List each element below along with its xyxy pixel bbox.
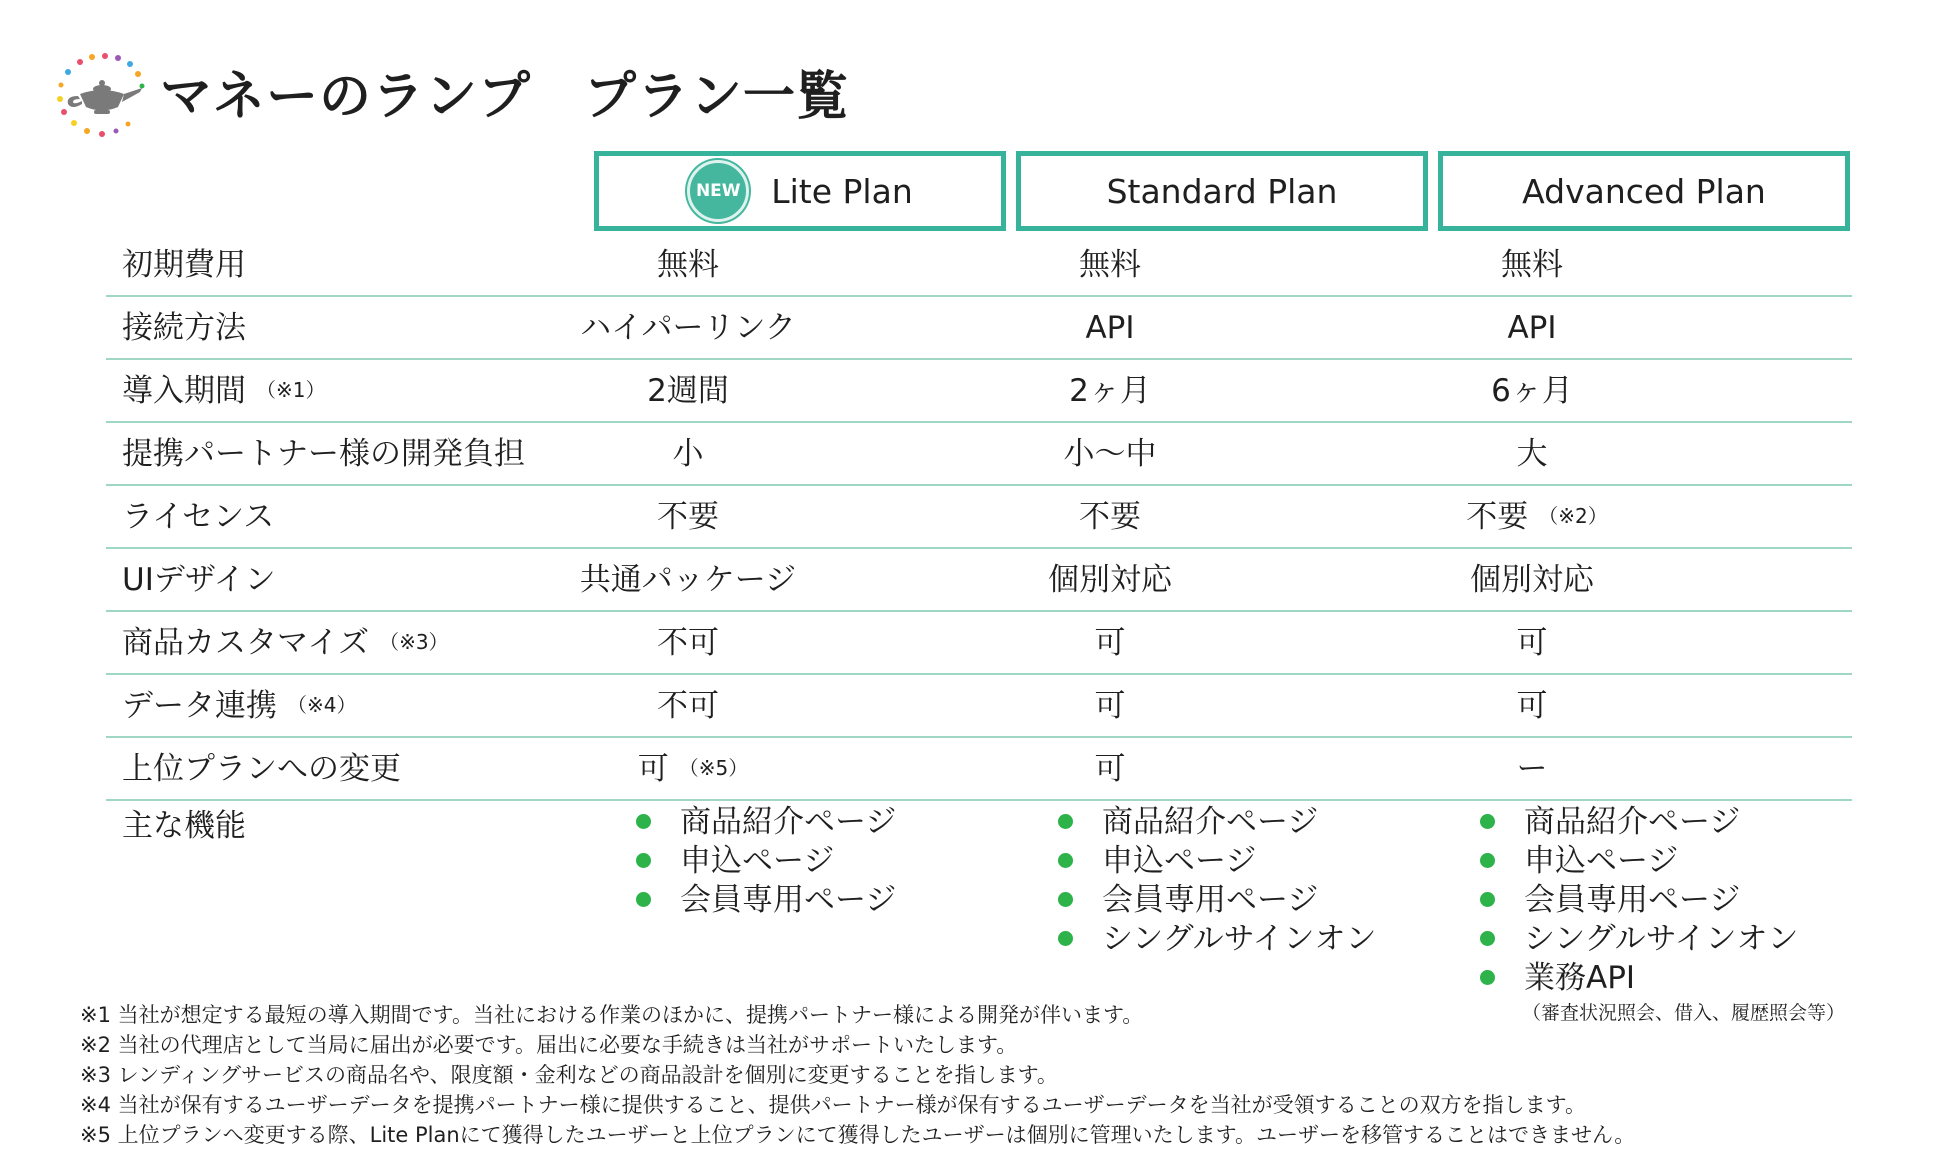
table-cell: 小: [672, 436, 704, 472]
table-cell: ハイパーリンク: [580, 310, 796, 346]
new-badge: NEW: [687, 160, 749, 222]
footnote: ※2 当社の代理店として当局に届出が必要です。届出に必要な手続きは当社がサポートいたします。: [80, 1033, 1018, 1057]
row-label: 提携パートナー様の開発負担: [122, 436, 525, 472]
bullet-icon: [1480, 853, 1495, 868]
bullet-icon: [1058, 892, 1073, 907]
table-cell: API: [1507, 310, 1557, 346]
cell-note: （※5）: [678, 756, 749, 780]
table-cell: 可: [1516, 688, 1548, 724]
bullet-icon: [1058, 853, 1073, 868]
footnote: ※1 当社が想定する最短の導入期間です。当社における作業のほかに、提携パートナー様による開発が伴います。: [80, 1003, 1144, 1027]
table-cell: 不可: [657, 688, 719, 724]
table-cell: 2週間: [647, 373, 729, 409]
table-cell: 共通パッケージ: [579, 562, 797, 598]
plan-name: Advanced Plan: [1522, 171, 1766, 211]
feature-item: 申込ページ: [636, 842, 896, 881]
features-list-lite: [636, 803, 896, 920]
table-cell: 可: [1094, 625, 1126, 661]
bullet-icon: [1480, 814, 1495, 829]
bullet-icon: [1058, 814, 1073, 829]
table-cell: API: [1085, 310, 1135, 346]
table-cell: 無料: [1079, 247, 1141, 283]
features-list-standard: [1058, 803, 1377, 959]
plan-header-advanced: [1438, 151, 1850, 231]
row-label: 接続方法: [122, 310, 246, 346]
table-row: [106, 486, 1852, 549]
table-row: [106, 360, 1852, 423]
bullet-icon: [636, 853, 651, 868]
cell-note: （※2）: [1538, 504, 1608, 528]
table-cell: 可: [1094, 688, 1126, 724]
footnote: ※4 当社が保有するユーザーデータを提携パートナー様に提供すること、提供パートナー様が保有するユーザーデータを当社が受領することの双方を指します。: [80, 1093, 1586, 1117]
table-row: [106, 423, 1852, 486]
feature-item: 会員専用ページ: [1058, 881, 1377, 920]
feature-item: 会員専用ページ: [636, 881, 896, 920]
table-cell: 小〜中: [1063, 436, 1157, 472]
footnote: ※5 上位プランへ変更する際、Lite Planにて獲得したユーザーと上位プランにて獲得したユーザーは個別に管理いたします。ユーザーを移管することはできません。: [80, 1123, 1636, 1147]
row-label: 上位プランへの変更: [122, 751, 401, 787]
feature-item: シングルサインオン: [1480, 920, 1799, 959]
business-api-detail: （審査状況照会、借入、履歴照会等）: [1522, 1002, 1846, 1024]
bullet-icon: [1058, 931, 1073, 946]
footnotes: [80, 1000, 1635, 1150]
row-note: （※1）: [256, 378, 326, 402]
table-cell: 不要: [1079, 499, 1141, 535]
feature-item: 商品紹介ページ: [1058, 803, 1377, 842]
feature-item: 申込ページ: [1058, 842, 1377, 881]
row-note: （※3）: [379, 630, 449, 654]
bullet-icon: [636, 814, 651, 829]
table-row: [106, 234, 1852, 297]
plan-header-lite: [594, 151, 1006, 231]
feature-item: 会員専用ページ: [1480, 881, 1799, 920]
bullet-icon: [1480, 970, 1495, 985]
table-cell: 不可: [657, 625, 719, 661]
table-row: [106, 297, 1852, 360]
table-cell: 可 （※5）: [637, 751, 749, 787]
table-row: [106, 738, 1852, 801]
row-label: 商品カスタマイズ （※3）: [122, 625, 449, 661]
table-cell: 6ヶ月: [1491, 373, 1573, 409]
lamp-logo-icon: [52, 52, 152, 138]
table-cell: 大: [1516, 436, 1548, 472]
bullet-icon: [1480, 892, 1495, 907]
row-label: ライセンス: [122, 499, 275, 535]
plan-header-standard: [1016, 151, 1428, 231]
footnote: ※3 レンディングサービスの商品名や、限度額・金利などの商品設計を個別に変更することを指します。: [80, 1063, 1058, 1087]
table-cell: 不要: [657, 499, 719, 535]
feature-item: 業務API: [1480, 959, 1799, 998]
table-cell: 可: [1516, 625, 1548, 661]
plan-name: Lite Plan: [771, 171, 913, 211]
plan-name: Standard Plan: [1106, 171, 1338, 211]
table-cell: 可: [1094, 751, 1126, 787]
row-note: （※4）: [287, 693, 357, 717]
table-cell: 無料: [1501, 247, 1563, 283]
feature-item: 申込ページ: [1480, 842, 1799, 881]
feature-item: シングルサインオン: [1058, 920, 1377, 959]
feature-item: 商品紹介ページ: [1480, 803, 1799, 842]
table-row: [106, 675, 1852, 738]
table-cell: 個別対応: [1048, 562, 1172, 598]
row-label: UIデザイン: [122, 562, 276, 598]
row-label: データ連携 （※4）: [122, 688, 357, 724]
row-label: 導入期間 （※1）: [122, 373, 326, 409]
page-title: マネーのランプ プラン一覧: [160, 67, 850, 127]
features-label: 主な機能: [122, 808, 246, 844]
feature-item: 商品紹介ページ: [636, 803, 896, 842]
table-row: [106, 549, 1852, 612]
features-list-advanced: [1480, 803, 1799, 998]
row-label: 初期費用: [122, 247, 246, 283]
table-cell: 2ヶ月: [1069, 373, 1151, 409]
bullet-icon: [636, 892, 651, 907]
table-cell: 個別対応: [1470, 562, 1594, 598]
table-row: [106, 612, 1852, 675]
table-cell: 不要 （※2）: [1466, 499, 1608, 535]
table-cell: 無料: [657, 247, 719, 283]
table-cell: ー: [1516, 751, 1548, 787]
bullet-icon: [1480, 931, 1495, 946]
